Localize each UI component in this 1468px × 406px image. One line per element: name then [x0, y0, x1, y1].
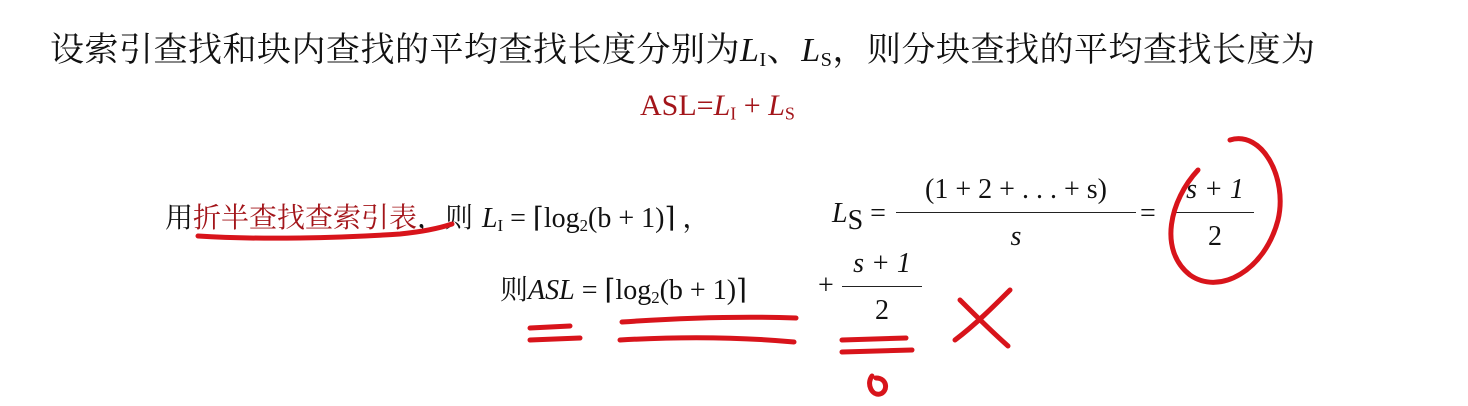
asl-lhs: ASL= [640, 89, 714, 122]
asl-log-expression: = $⌈\log_2(b$ + 1)⌉ [574, 275, 747, 308]
fraction-mark-bottom [842, 350, 912, 352]
li-expression: $L_I$ = $⌈\log_2(b$ + 1)⌉ ， [481, 203, 711, 236]
small-circle [870, 376, 886, 394]
log-underline-bottom [620, 338, 794, 342]
underline-stroke [198, 224, 452, 238]
fraction-1-denominator: s [1010, 221, 1022, 252]
left-mark-bottom [530, 338, 580, 340]
circle-stroke [1171, 139, 1280, 283]
fraction-2-denominator: 2 [1208, 221, 1222, 252]
definition-text-before: 设索引查找和块内查找的平均查找长度分别为 [50, 30, 740, 70]
fraction-1-numerator: (1 + 2 + . . . + s) [925, 174, 1107, 205]
then-text: ，则 [417, 201, 482, 234]
asl-plus: + [736, 89, 769, 122]
definition-text-after: ，则分块查找的平均查找长度为 [832, 30, 1316, 70]
separator: 、 [766, 30, 802, 70]
li-symbol: $L_I$ [740, 32, 767, 72]
equals-sign: = [1140, 198, 1156, 229]
asl-symbol: ASL [528, 275, 575, 306]
asl-fraction-denominator: 2 [875, 295, 889, 326]
fraction-2-numerator: s + 1 [1186, 174, 1244, 205]
use-prefix: 用 [165, 201, 194, 234]
asl-ls: $L_S$ [768, 89, 795, 124]
then-prefix: 则 [500, 273, 529, 306]
fraction-mark-top [842, 338, 906, 340]
log-underline-top [622, 317, 796, 322]
left-mark-top [530, 326, 570, 328]
ls-symbol: $L_S$ [801, 32, 833, 72]
x-mark-stroke-2 [955, 290, 1010, 340]
asl-li: $L_I$ [713, 89, 737, 124]
ls-expression: LS = [832, 198, 886, 236]
x-mark-stroke-1 [960, 300, 1008, 346]
binary-search-highlight: 折半查找查索引表 [193, 201, 418, 234]
plus-sign: + [818, 270, 834, 301]
asl-fraction-numerator: s + 1 [853, 248, 911, 279]
